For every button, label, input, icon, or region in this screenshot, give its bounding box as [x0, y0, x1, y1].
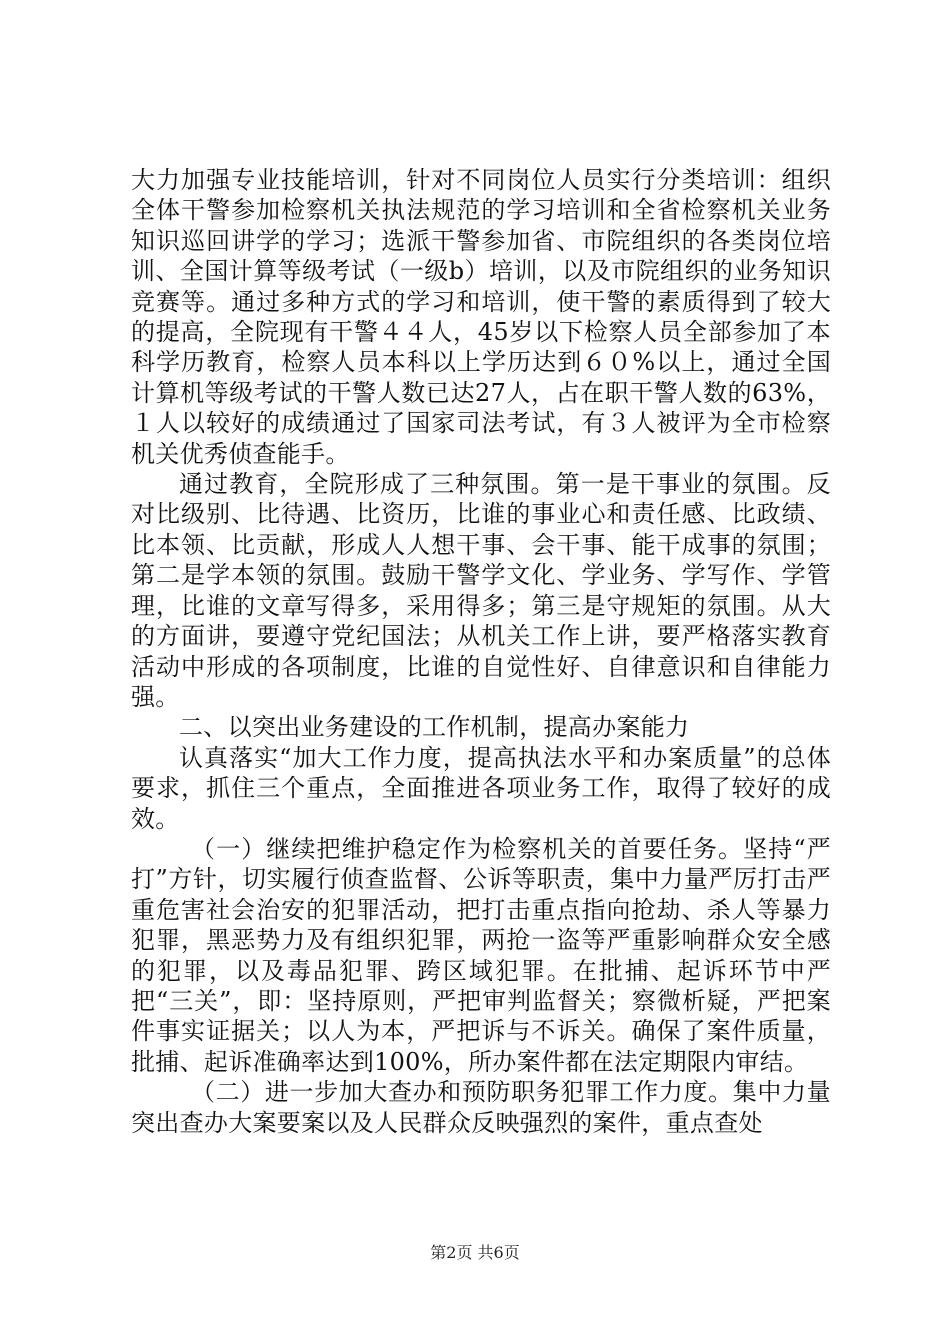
document-body	[131, 165, 831, 1138]
section-heading-business-mechanism: 二、以突出业务建设的工作机制，提高办案能力	[179, 713, 690, 742]
paragraph-overall-requirements: 认真落实“加大工作力度，提高执法水平和办案质量”的总体要求，抓住三个重点，全面推进各项业务工作，取得了较好的成效。	[131, 743, 831, 833]
paragraph-duty-crime: （二）进一步加大查办和预防职务犯罪工作力度。集中力量突出查办大案要案以及人民群众反映强烈的案件，重点查处	[131, 1078, 831, 1137]
paragraph-three-atmospheres: 通过教育，全院形成了三种氛围。第一是干事业的氛围。反对比级别、比待遇、比资历，比谁的事业心和责任感、比政绩、比本领、比贡献，形成人人想干事、会干事、能干成事的氛围；第二是学本领的氛围。鼓励干警学文化、学业务、学写作、学管理，比谁的文章写得多，采用得多；第三是守规矩的氛围。从大的方面讲，要遵守党纪国法；从机关工作上讲，要严格落实教育活动中形成的各项制度，比谁的自觉性好、自律意识和自律能力强。	[131, 470, 831, 711]
page-number-footer: 第2页 共6页	[430, 1243, 520, 1262]
paragraph-training: 大力加强专业技能培训，针对不同岗位人员实行分类培训：组织全体干警参加检察机关执法规范的学习培训和全省检察机关业务知识巡回讲学的学习；选派干警参加省、市院组织的各类岗位培训、全国计算等级考试（一级b）培训，以及市院组织的业务知识竞赛等。通过多种方式的学习和培训，使干警的素质得到了较大的提高，全院现有干警４４人，45岁以下检察人员全部参加了本科学历教育，检察人员本科以上学历达到６０%以上，通过全国计算机等级考试的干警人数已达27人，占在职干警人数的63%，１人以较好的成绩通过了国家司法考试，有３人被评为全市检察机关优秀侦查能手。	[131, 166, 831, 468]
paragraph-maintain-stability: （一）继续把维护稳定作为检察机关的首要任务。坚持“严打”方针，切实履行侦查监督、公诉等职责，集中力量严厉打击严重危害社会治安的犯罪活动，把打击重点指向抢劫、杀人等暴力犯罪，黑恶势力及有组织犯罪，两抢一盗等严重影响群众安全感的犯罪，以及毒品犯罪、跨区域犯罪。在批捕、起诉环节中严把“三关”，即：坚持原则，严把审判监督关；察微析疑，严把案件事实证据关；以人为本，严把诉与不诉关。确保了案件质量，批捕、起诉准确率达到100%，所办案件都在法定期限内审结。	[131, 834, 831, 1076]
